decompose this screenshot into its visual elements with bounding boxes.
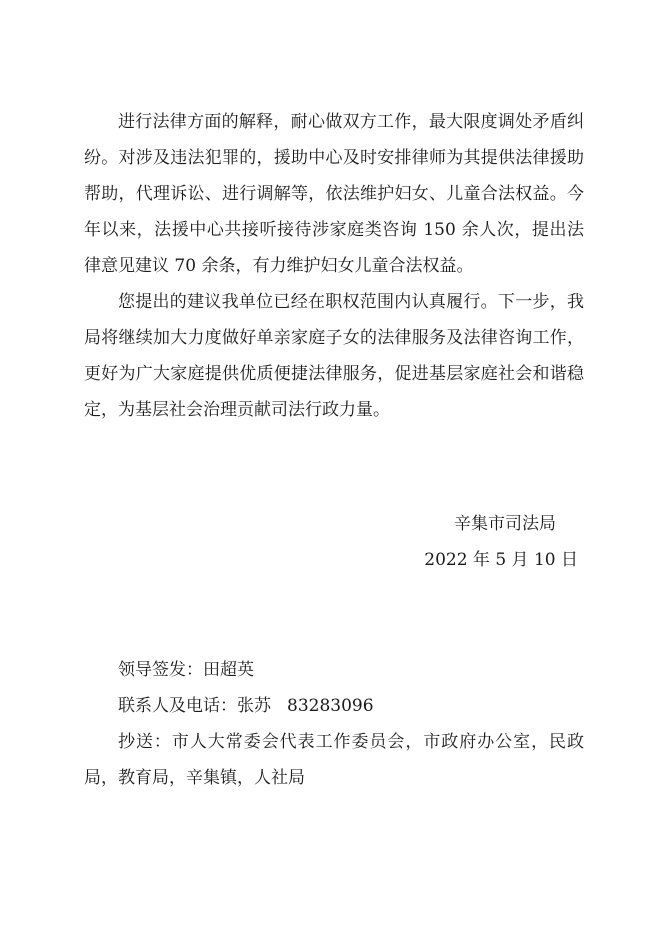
signature-date: 2022 年 5 月 10 日 [424, 550, 578, 570]
contact-phone: 83283096 [287, 696, 374, 716]
leader-label: 领导签发： [118, 660, 203, 680]
cc-line [84, 724, 584, 796]
contact-name: 张苏 [237, 696, 271, 716]
contact-line [84, 688, 584, 724]
signature-organization: 辛集市司法局 [454, 514, 556, 534]
leader-name: 田超英 [203, 660, 254, 680]
cc-label: 抄送： [118, 732, 172, 752]
paragraph-legal-aid: 进行法律方面的解释，耐心做双方工作，最大限度调处矛盾纠纷。对涉及违法犯罪的，援助中心及时安排律师为其提供法律援助帮助，代理诉讼、进行调解等，依法维护妇女、儿童合法权益。今年以来，法援中心共接听接待涉家庭类咨询 150 余人次，提出法律意见建议 70 余条，有力维护妇女儿童合法权益。 [84, 112, 584, 276]
paragraph-next-steps: 您提出的建议我单位已经在职权范围内认真履行。下一步，我局将继续加大力度做好单亲家庭子女的法律服务及法律咨询工作，更好为广大家庭提供优质便捷法律服务，促进基层家庭社会和谐稳定，为基层社会治理贡献司法行政力量。 [84, 292, 584, 420]
document-footer [84, 652, 584, 796]
cc-list: 市人大常委会代表工作委员会，市政府办公室，民政局，教育局，辛集镇，人社局 [84, 732, 585, 788]
contact-label: 联系人及电话： [118, 696, 237, 716]
leader-signoff [84, 652, 584, 688]
letter-body [84, 104, 584, 428]
